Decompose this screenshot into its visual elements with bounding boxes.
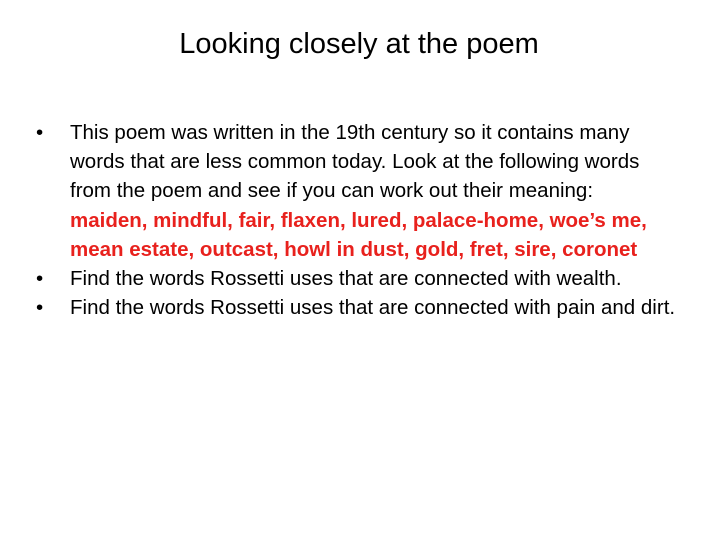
highlighted-word-list: maiden, mindful, fair, flaxen, lured, palace-home, woe’s me, mean estate, outcast, howl in dust, gold, fret, sire, coronet: [70, 208, 647, 261]
bullet-text: This poem was written in the 19th century so it contains many words that are less common today. Look at the following words from the poem and see if you can work out their meaning:: [70, 121, 640, 203]
bullet-item-pain-dirt: [36, 293, 676, 322]
bullet-icon: •: [36, 296, 44, 320]
bullet-icon: •: [36, 267, 44, 291]
bullet-item-vocabulary: [36, 118, 676, 264]
slide-title: Looking closely at the poem: [179, 28, 539, 60]
bullet-item-wealth: [36, 264, 676, 293]
bullet-text: Find the words Rossetti uses that are connected with pain and dirt.: [70, 296, 676, 320]
bullet-list: [36, 118, 676, 322]
bullet-text: Find the words Rossetti uses that are connected with wealth.: [70, 267, 622, 291]
bullet-icon: •: [36, 121, 44, 144]
